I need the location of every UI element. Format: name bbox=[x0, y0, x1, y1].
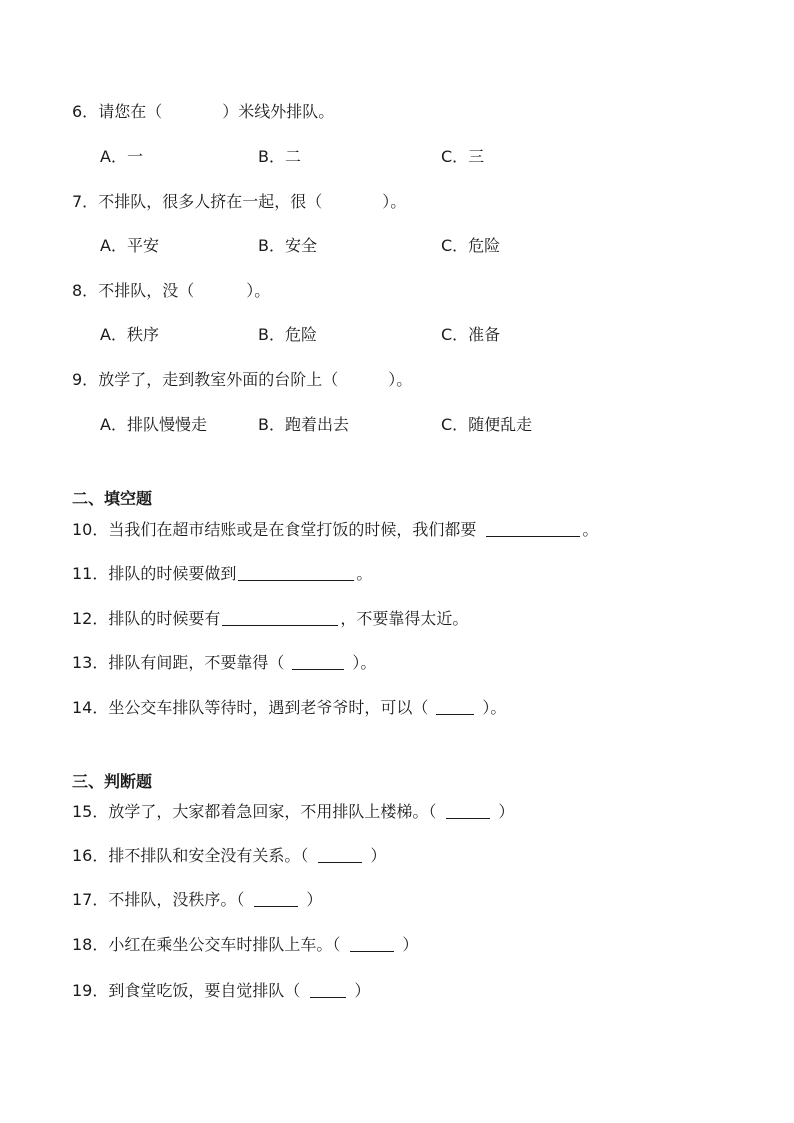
question-number: 8． bbox=[72, 281, 99, 300]
question-text-post: ）。 bbox=[382, 192, 407, 211]
question-text-pre: 放学了，走到教室外面的台阶上（ bbox=[98, 370, 339, 389]
question-text-pre: 小红在乘坐公交车时排队上车。（ bbox=[108, 935, 341, 954]
answer-blank[interactable] bbox=[222, 609, 338, 626]
question-number: 18． bbox=[72, 935, 109, 954]
option-c: C．随便乱走 bbox=[441, 415, 533, 434]
question-14 bbox=[72, 697, 506, 719]
option-b: B．二 bbox=[258, 147, 301, 166]
question-number: 7． bbox=[72, 192, 99, 211]
question-text-post: ）。 bbox=[388, 370, 413, 389]
question-text-pre: 不排队，很多人挤在一起，很（ bbox=[98, 192, 323, 211]
question-text-post: ） bbox=[402, 935, 419, 954]
answer-blank[interactable] bbox=[446, 802, 490, 819]
question-text-pre: 排队有间距，不要靠得（ bbox=[108, 653, 285, 672]
question-text-post: 。 bbox=[582, 520, 599, 539]
question-10 bbox=[72, 519, 598, 541]
question-text-pre: 不排队，没（ bbox=[98, 281, 195, 300]
question-number: 10． bbox=[72, 520, 109, 539]
question-number: 6． bbox=[72, 102, 99, 121]
option-b: B．跑着出去 bbox=[258, 415, 349, 434]
question-6 bbox=[72, 101, 334, 123]
question-number: 17． bbox=[72, 890, 109, 909]
question-8 bbox=[72, 280, 270, 302]
question-16 bbox=[72, 845, 386, 867]
question-text-post: ）米线外排队。 bbox=[222, 102, 335, 121]
section-heading-judge: 三、判断题 bbox=[72, 772, 153, 791]
option-a: A．一 bbox=[100, 147, 143, 166]
option-c: C．准备 bbox=[441, 325, 501, 344]
question-text-post: ，不要靠得太近。 bbox=[340, 609, 469, 628]
option-a: A．排队慢慢走 bbox=[100, 415, 207, 434]
question-number: 12． bbox=[72, 609, 109, 628]
answer-blank[interactable] bbox=[292, 653, 344, 670]
question-text-pre: 排不排队和安全没有关系。（ bbox=[108, 846, 309, 865]
question-9 bbox=[72, 369, 412, 391]
question-number: 11． bbox=[72, 564, 109, 583]
answer-blank[interactable] bbox=[318, 846, 362, 863]
answer-blank[interactable] bbox=[486, 520, 580, 537]
question-text-post: ） bbox=[498, 802, 515, 821]
answer-blank[interactable] bbox=[254, 890, 298, 907]
question-11 bbox=[72, 563, 372, 585]
question-number: 16． bbox=[72, 846, 109, 865]
question-text-pre: 到食堂吃饭，要自觉排队（ bbox=[108, 981, 301, 1000]
question-text-pre: 当我们在超市结账或是在食堂打饭的时候，我们都要 bbox=[108, 520, 477, 539]
question-18 bbox=[72, 934, 418, 956]
question-number: 9． bbox=[72, 370, 99, 389]
question-text-pre: 不排队，没秩序。（ bbox=[108, 890, 245, 909]
question-text-post: ） bbox=[370, 846, 387, 865]
option-b: B．安全 bbox=[258, 236, 317, 255]
question-text-post: ） bbox=[306, 890, 323, 909]
section-heading-fill: 二、填空题 bbox=[72, 489, 153, 508]
answer-blank[interactable] bbox=[310, 981, 346, 998]
question-number: 14． bbox=[72, 698, 109, 717]
question-13 bbox=[72, 652, 376, 674]
question-text-post: ）。 bbox=[482, 698, 507, 717]
question-number: 13． bbox=[72, 653, 109, 672]
option-b: B．危险 bbox=[258, 325, 317, 344]
option-a: A．平安 bbox=[100, 236, 159, 255]
question-7 bbox=[72, 191, 406, 213]
question-15 bbox=[72, 801, 514, 823]
answer-blank[interactable] bbox=[238, 564, 354, 581]
question-text-pre: 排队的时候要做到 bbox=[108, 564, 237, 583]
question-17 bbox=[72, 889, 322, 911]
question-number: 19． bbox=[72, 981, 109, 1000]
question-text-post: ）。 bbox=[246, 281, 271, 300]
question-text-post: 。 bbox=[356, 564, 373, 583]
question-text-pre: 排队的时候要有 bbox=[108, 609, 221, 628]
question-text-post: ） bbox=[354, 981, 371, 1000]
question-number: 15． bbox=[72, 802, 109, 821]
option-c: C．三 bbox=[441, 147, 485, 166]
question-text-pre: 放学了，大家都着急回家，不用排队上楼梯。（ bbox=[108, 802, 437, 821]
question-text-pre: 请您在（ bbox=[98, 102, 163, 121]
question-19 bbox=[72, 980, 370, 1002]
option-c: C．危险 bbox=[441, 236, 501, 255]
question-text-pre: 坐公交车排队等待时，遇到老爷爷时，可以（ bbox=[108, 698, 429, 717]
answer-blank[interactable] bbox=[436, 698, 474, 715]
question-12 bbox=[72, 608, 468, 630]
option-a: A．秩序 bbox=[100, 325, 159, 344]
question-text-post: ）。 bbox=[352, 653, 377, 672]
answer-blank[interactable] bbox=[350, 935, 394, 952]
